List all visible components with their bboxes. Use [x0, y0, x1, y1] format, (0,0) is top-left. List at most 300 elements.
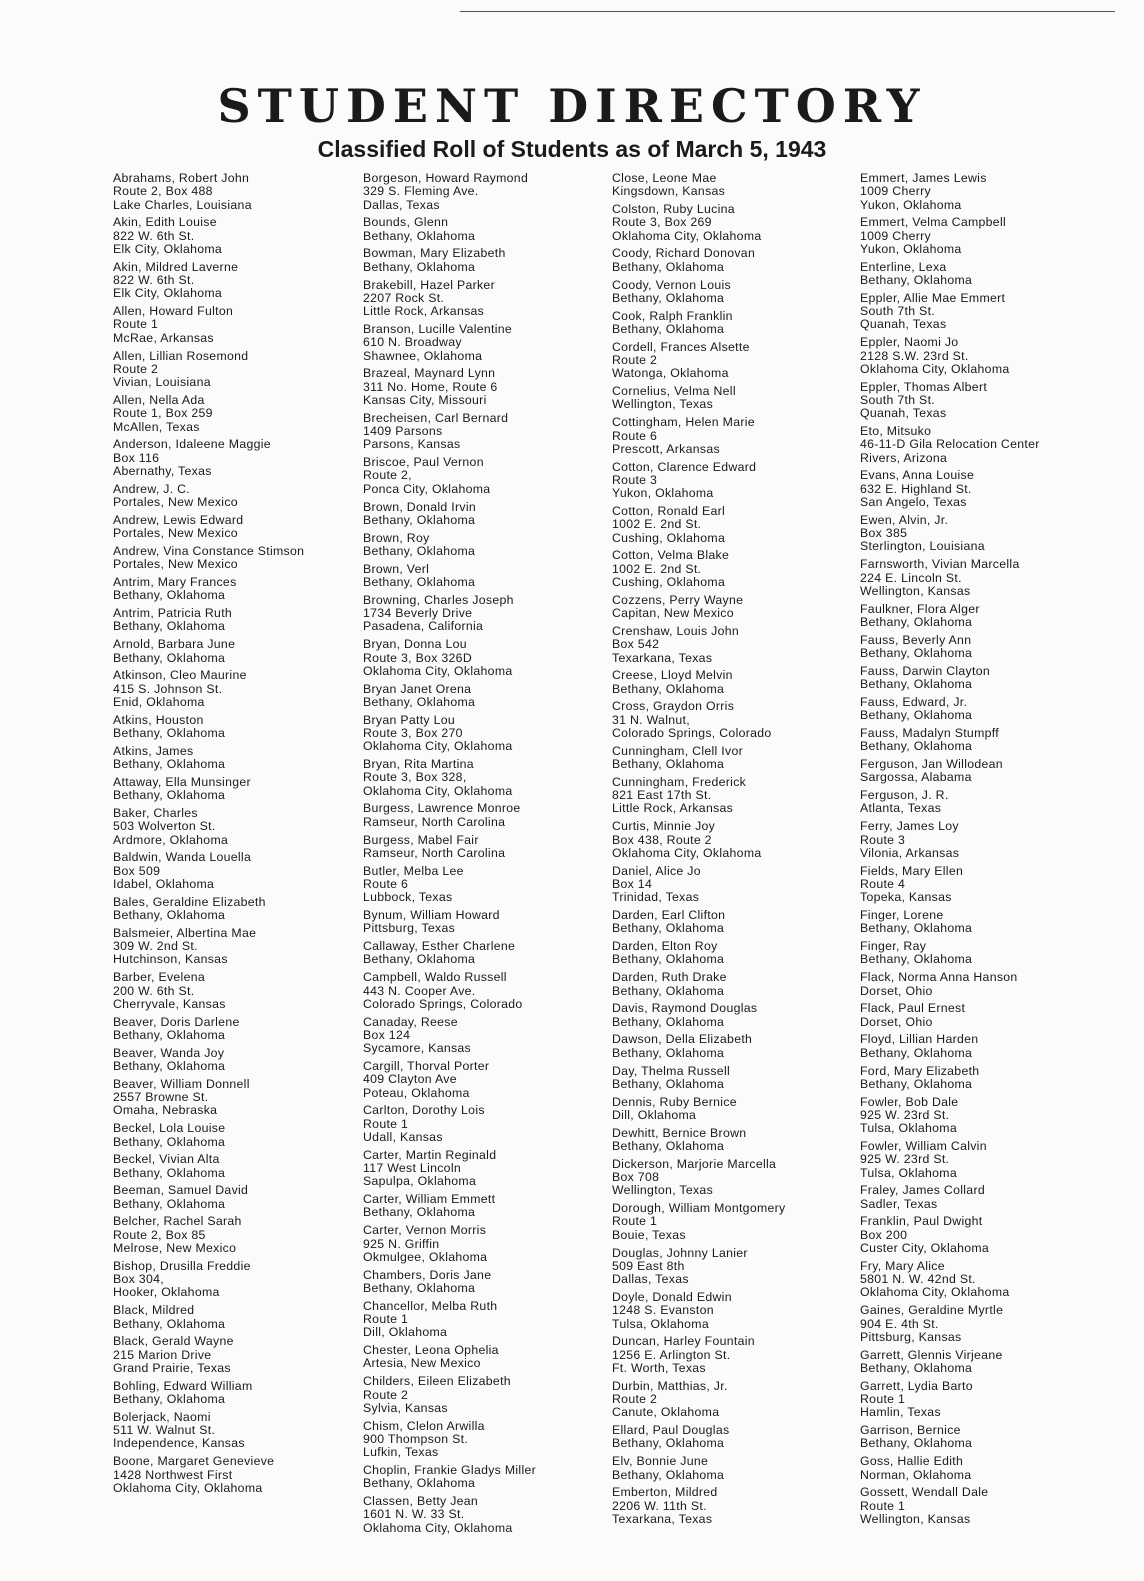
- student-address-line: Parsons, Kansas: [363, 437, 461, 452]
- student-address-line: Shawnee, Oklahoma: [363, 348, 483, 363]
- student-address-line: Tulsa, Oklahoma: [860, 1121, 957, 1136]
- student-entry: [860, 1002, 1100, 1029]
- student-entry: [860, 909, 1100, 936]
- student-name: Andrew, J. C.: [113, 481, 191, 496]
- student-name: Bryan Patty Lou: [363, 712, 455, 727]
- student-address-line: Hamlin, Texas: [860, 1405, 941, 1420]
- student-entry: [612, 416, 862, 456]
- student-name: Gaines, Geraldine Myrtle: [860, 1303, 1004, 1318]
- student-address-line: 503 Wolverton St.: [113, 819, 216, 834]
- student-entry: [363, 1193, 613, 1220]
- student-entry: [612, 385, 862, 412]
- student-address-line: Route 2, Box 85: [113, 1227, 206, 1242]
- student-entry: [860, 336, 1100, 376]
- student-entry: [363, 1464, 613, 1491]
- student-entry: [113, 807, 363, 847]
- student-entry: [363, 802, 613, 829]
- student-address-line: Artesia, New Mexico: [363, 1356, 481, 1371]
- student-entry: [860, 261, 1100, 288]
- student-name: Goss, Hallie Edith: [860, 1454, 964, 1469]
- student-entry: [113, 1122, 363, 1149]
- student-name: Bishop, Drusilla Freddie: [113, 1258, 251, 1273]
- student-address-line: Bethany, Oklahoma: [612, 921, 725, 936]
- student-address-line: Bethany, Oklahoma: [363, 1280, 476, 1295]
- student-entry: [860, 820, 1100, 860]
- student-address-line: Route 2: [113, 361, 159, 376]
- student-name: Fauss, Edward, Jr.: [860, 694, 968, 709]
- student-address-line: Route 1: [612, 1214, 658, 1229]
- student-name: Bryan, Rita Martina: [363, 757, 474, 772]
- student-address-line: Independence, Kansas: [113, 1436, 245, 1451]
- student-address-line: Rivers, Arizona: [860, 450, 948, 465]
- student-entry: [363, 172, 613, 212]
- student-address-line: Ft. Worth, Texas: [612, 1360, 706, 1375]
- student-address-line: Bethany, Oklahoma: [860, 677, 973, 692]
- student-name: Cargill, Thorval Porter: [363, 1059, 490, 1074]
- student-address-line: Bethany, Oklahoma: [113, 908, 226, 923]
- student-name: Finger, Ray: [860, 939, 927, 954]
- student-address-line: 925 W. 23rd St.: [860, 1107, 950, 1122]
- student-entry: [860, 1304, 1100, 1344]
- student-entry: [612, 940, 862, 967]
- student-name: Carter, Vernon Morris: [363, 1223, 487, 1238]
- student-address-line: Grand Prairie, Texas: [113, 1360, 231, 1375]
- student-name: Allen, Howard Fulton: [113, 304, 234, 319]
- student-entry: [860, 1096, 1100, 1136]
- student-address-line: Bethany, Oklahoma: [860, 739, 973, 754]
- student-address-line: Route 2: [612, 1392, 658, 1407]
- student-name: Burgess, Lawrence Monroe: [363, 801, 521, 816]
- student-entry: [612, 310, 862, 337]
- student-address-line: 511 W. Walnut St.: [113, 1423, 216, 1438]
- student-entry: [113, 1380, 363, 1407]
- student-entry: [860, 514, 1100, 554]
- student-address-line: Bethany, Oklahoma: [612, 952, 725, 967]
- student-entry: [113, 1153, 363, 1180]
- student-name: Brown, Roy: [363, 530, 430, 545]
- student-entry: [113, 1304, 363, 1331]
- student-entry: [612, 203, 862, 243]
- student-address-line: Cushing, Oklahoma: [612, 575, 726, 590]
- student-address-line: 215 Marion Drive: [113, 1347, 212, 1362]
- student-name: Browning, Charles Joseph: [363, 592, 514, 607]
- student-entry: [363, 1375, 613, 1415]
- student-entry: [113, 971, 363, 1011]
- student-name: Choplin, Frankie Gladys Miller: [363, 1463, 537, 1478]
- student-entry: [612, 820, 862, 860]
- student-address-line: Bethany, Oklahoma: [860, 1360, 973, 1375]
- student-name: Ford, Mary Elizabeth: [860, 1063, 980, 1078]
- student-name: Allen, Lillian Rosemond: [113, 348, 249, 363]
- student-address-line: Dill, Oklahoma: [612, 1107, 697, 1122]
- student-entry: [860, 1349, 1100, 1376]
- student-name: Carlton, Dorothy Lois: [363, 1103, 485, 1118]
- student-name: Flack, Paul Ernest: [860, 1001, 966, 1016]
- student-name: Cozzens, Perry Wayne: [612, 592, 744, 607]
- student-address-line: Route 2, Box 488: [113, 184, 213, 199]
- student-address-line: 509 East 8th: [612, 1258, 685, 1273]
- student-address-line: Bethany, Oklahoma: [612, 1076, 725, 1091]
- student-name: Baldwin, Wanda Louella: [113, 850, 252, 865]
- student-name: Canaday, Reese: [363, 1014, 458, 1029]
- student-entry: [113, 776, 363, 803]
- student-name: Butler, Melba Lee: [363, 863, 464, 878]
- student-name: Balsmeier, Albertina Mae: [113, 925, 257, 940]
- student-address-line: Canute, Oklahoma: [612, 1405, 720, 1420]
- student-address-line: Route 6: [363, 876, 409, 891]
- student-name: Cotton, Velma Blake: [612, 548, 730, 563]
- student-address-line: Elk City, Oklahoma: [113, 241, 223, 256]
- student-entry: [860, 1486, 1100, 1526]
- student-entry: [860, 696, 1100, 723]
- student-address-line: 415 S. Johnson St.: [113, 681, 223, 696]
- student-entry: [363, 1149, 613, 1189]
- student-name: Dorough, William Montgomery: [612, 1201, 786, 1216]
- student-name: Bohling, Edward William: [113, 1378, 253, 1393]
- student-entry: [860, 1215, 1100, 1255]
- student-entry: [113, 394, 363, 434]
- student-address-line: Wellington, Kansas: [860, 1511, 971, 1526]
- student-name: Beeman, Samuel David: [113, 1183, 249, 1198]
- student-address-line: 224 E. Lincoln St.: [860, 570, 962, 585]
- student-address-line: Bethany, Oklahoma: [612, 983, 725, 998]
- student-address-line: Udall, Kansas: [363, 1130, 443, 1144]
- directory-column-1: [113, 172, 363, 1500]
- student-entry: [363, 247, 613, 274]
- student-entry: [113, 1215, 363, 1255]
- student-name: Darden, Ruth Drake: [612, 970, 727, 985]
- student-address-line: Route 3, Box 328,: [363, 770, 467, 785]
- student-name: Anderson, Idaleene Maggie: [113, 437, 271, 452]
- student-address-line: 2128 S.W. 23rd St.: [860, 348, 969, 363]
- student-address-line: Bethany, Oklahoma: [363, 575, 476, 590]
- student-address-line: Bethany, Oklahoma: [363, 543, 476, 558]
- student-address-line: Box 509: [113, 863, 161, 878]
- student-address-line: 1734 Beverly Drive: [363, 606, 473, 621]
- student-address-line: Route 3: [612, 472, 658, 487]
- student-name: Bryan, Donna Lou: [363, 637, 467, 652]
- student-entry: [113, 1184, 363, 1211]
- student-address-line: Route 1: [363, 1116, 409, 1131]
- student-entry: [363, 532, 613, 559]
- student-name: Akin, Edith Louise: [113, 215, 217, 230]
- student-address-line: Bethany, Oklahoma: [860, 614, 973, 629]
- student-address-line: Oklahoma City, Oklahoma: [860, 1285, 1010, 1300]
- student-address-line: South 7th St.: [860, 392, 935, 407]
- student-entry: [612, 971, 862, 998]
- student-address-line: Bethany, Oklahoma: [860, 1076, 973, 1091]
- student-address-line: Bethany, Oklahoma: [363, 512, 476, 527]
- student-address-line: Route 3: [860, 832, 906, 847]
- student-name: Eppler, Thomas Albert: [860, 379, 988, 394]
- student-address-line: 2207 Rock St.: [363, 290, 445, 305]
- student-entry: [113, 669, 363, 709]
- student-address-line: McRae, Arkansas: [113, 330, 214, 345]
- student-address-line: Bethany, Oklahoma: [860, 952, 973, 967]
- student-entry: [860, 971, 1100, 998]
- student-address-line: Bethany, Oklahoma: [113, 757, 226, 772]
- student-address-line: Box 708: [612, 1170, 660, 1185]
- student-entry: [113, 638, 363, 665]
- student-name: Fowler, William Calvin: [860, 1139, 987, 1153]
- student-name: Bales, Geraldine Elizabeth: [113, 894, 266, 909]
- student-name: Classen, Betty Jean: [363, 1494, 479, 1509]
- student-address-line: Bethany, Oklahoma: [612, 1436, 725, 1451]
- student-address-line: Bethany, Oklahoma: [860, 273, 973, 288]
- student-name: Akin, Mildred Laverne: [113, 259, 239, 274]
- student-address-line: Oklahoma City, Oklahoma: [612, 845, 762, 860]
- student-name: Baker, Charles: [113, 805, 198, 820]
- student-entry: [113, 1411, 363, 1451]
- student-address-line: Box 304,: [113, 1272, 164, 1287]
- student-address-line: Bethany, Oklahoma: [860, 708, 973, 723]
- student-address-line: 1256 E. Arlington St.: [612, 1347, 731, 1362]
- student-address-line: Dallas, Texas: [363, 197, 440, 212]
- student-address-line: Little Rock, Arkansas: [363, 304, 485, 319]
- student-address-line: Lufkin, Texas: [363, 1445, 439, 1460]
- student-address-line: Bethany, Oklahoma: [612, 259, 725, 274]
- student-name: Bryan Janet Orena: [363, 681, 472, 696]
- student-address-line: Bethany, Oklahoma: [363, 952, 476, 967]
- student-name: Chester, Leona Ophelia: [363, 1343, 499, 1358]
- student-address-line: Oklahoma City, Oklahoma: [363, 663, 513, 678]
- student-entry: [113, 1078, 363, 1118]
- student-address-line: 1248 S. Evanston: [612, 1303, 714, 1318]
- student-address-line: Texarkana, Texas: [612, 650, 713, 665]
- student-entry: [363, 1300, 613, 1340]
- student-address-line: Abernathy, Texas: [113, 463, 212, 478]
- student-entry: [860, 558, 1100, 598]
- student-address-line: Bethany, Oklahoma: [363, 1476, 476, 1491]
- student-address-line: Oklahoma City, Oklahoma: [363, 1520, 513, 1535]
- student-entry: [363, 1104, 613, 1144]
- student-address-line: Oklahoma City, Oklahoma: [363, 783, 513, 798]
- directory-column-4: [860, 172, 1100, 1531]
- student-name: Cunningham, Frederick: [612, 774, 747, 789]
- student-name: Carter, William Emmett: [363, 1192, 496, 1207]
- student-name: Bounds, Glenn: [363, 215, 449, 230]
- student-address-line: Kansas City, Missouri: [363, 392, 487, 407]
- student-name: Barber, Evelena: [113, 970, 206, 985]
- student-address-line: Bethany, Oklahoma: [612, 321, 725, 336]
- student-name: Belcher, Rachel Sarah: [113, 1214, 242, 1229]
- student-name: Enterline, Lexa: [860, 259, 947, 274]
- student-address-line: Route 1: [363, 1312, 409, 1327]
- student-address-line: Ponca City, Oklahoma: [363, 481, 491, 496]
- student-name: Ferguson, J. R.: [860, 788, 949, 803]
- student-entry: [612, 1158, 862, 1198]
- student-address-line: Elk City, Oklahoma: [113, 286, 223, 301]
- student-address-line: 5801 N. W. 42nd St.: [860, 1272, 976, 1287]
- student-address-line: 925 N. Griffin: [363, 1236, 440, 1251]
- student-entry: [612, 247, 862, 274]
- student-address-line: Dorset, Ohio: [860, 983, 933, 998]
- directory-column-3: [612, 172, 862, 1531]
- student-name: Cotton, Ronald Earl: [612, 504, 726, 519]
- student-entry: [363, 971, 613, 1011]
- student-name: Curtis, Minnie Joy: [612, 819, 716, 834]
- student-entry: [363, 714, 613, 754]
- student-entry: [363, 563, 613, 590]
- student-address-line: Route 1, Box 259: [113, 406, 213, 421]
- student-address-line: Route 2,: [363, 468, 412, 483]
- student-address-line: Bouie, Texas: [612, 1227, 686, 1242]
- student-name: Fauss, Beverly Ann: [860, 632, 972, 647]
- student-address-line: Dallas, Texas: [612, 1272, 689, 1287]
- student-address-line: Okmulgee, Oklahoma: [363, 1249, 488, 1264]
- student-entry: [113, 483, 363, 510]
- student-address-line: Cushing, Oklahoma: [612, 530, 726, 545]
- student-address-line: Bethany, Oklahoma: [113, 1196, 226, 1211]
- student-name: Darden, Elton Roy: [612, 939, 718, 954]
- student-entry: [860, 865, 1100, 905]
- student-name: Branson, Lucille Valentine: [363, 321, 513, 336]
- student-name: Cornelius, Velma Nell: [612, 384, 736, 399]
- student-address-line: Oklahoma City, Oklahoma: [113, 1480, 263, 1495]
- student-address-line: Tulsa, Oklahoma: [612, 1316, 709, 1331]
- student-entry: [363, 1224, 613, 1264]
- student-address-line: 311 No. Home, Route 6: [363, 379, 498, 394]
- student-address-line: Box 14: [612, 876, 653, 891]
- student-address-line: Atlanta, Texas: [860, 801, 942, 816]
- student-address-line: Tulsa, Oklahoma: [860, 1165, 957, 1180]
- student-address-line: Bethany, Oklahoma: [113, 725, 226, 740]
- student-name: Bynum, William Howard: [363, 908, 500, 923]
- directory-column-2: [363, 172, 613, 1540]
- student-entry: [113, 927, 363, 967]
- student-entry: [363, 1269, 613, 1296]
- student-address-line: Custer City, Oklahoma: [860, 1241, 990, 1256]
- student-address-line: Bethany, Oklahoma: [860, 921, 973, 936]
- student-address-line: Bethany, Oklahoma: [363, 259, 476, 274]
- student-address-line: Ardmore, Oklahoma: [113, 832, 229, 847]
- student-entry: [860, 789, 1100, 816]
- student-name: Flack, Norma Anna Hanson: [860, 970, 1018, 985]
- student-name: Cordell, Frances Alsette: [612, 339, 750, 354]
- student-name: Day, Thelma Russell: [612, 1063, 731, 1078]
- student-name: Childers, Eileen Elizabeth: [363, 1374, 511, 1389]
- student-address-line: Vivian, Louisiana: [113, 375, 211, 390]
- student-address-line: Route 1: [860, 1392, 906, 1407]
- student-address-line: Bethany, Oklahoma: [113, 1027, 226, 1042]
- student-entry: [860, 1033, 1100, 1060]
- student-entry: [363, 323, 613, 363]
- student-address-line: Sterlington, Louisiana: [860, 539, 985, 554]
- student-address-line: Wellington, Texas: [612, 1183, 714, 1198]
- student-name: Beaver, Doris Darlene: [113, 1014, 240, 1029]
- student-name: Bolerjack, Naomi: [113, 1409, 211, 1424]
- student-entry: [113, 714, 363, 741]
- student-entry: [363, 683, 613, 710]
- student-entry: [612, 1096, 862, 1123]
- student-entry: [363, 638, 613, 678]
- student-address-line: Hutchinson, Kansas: [113, 952, 228, 967]
- student-entry: [860, 469, 1100, 509]
- student-address-line: Yukon, Oklahoma: [860, 241, 962, 256]
- student-address-line: Bethany, Oklahoma: [113, 619, 226, 634]
- student-address-line: 1428 Northwest First: [113, 1467, 233, 1482]
- student-entry: [113, 545, 363, 572]
- student-name: Dewhitt, Bernice Brown: [612, 1125, 747, 1140]
- student-entry: [612, 909, 862, 936]
- student-address-line: Colorado Springs, Colorado: [612, 725, 772, 740]
- student-address-line: 1601 N. W. 33 St.: [363, 1507, 465, 1522]
- student-address-line: Route 2: [363, 1387, 409, 1402]
- student-entry: [612, 1065, 862, 1092]
- student-address-line: San Angelo, Texas: [860, 495, 967, 510]
- student-address-line: 904 E. 4th St.: [860, 1316, 939, 1331]
- student-name: Emmert, James Lewis: [860, 171, 987, 185]
- student-address-line: Bethany, Oklahoma: [113, 650, 226, 665]
- student-entry: [363, 834, 613, 861]
- student-address-line: Sadler, Texas: [860, 1196, 938, 1211]
- student-name: Cotton, Clarence Edward: [612, 459, 757, 474]
- student-name: Fields, Mary Ellen: [860, 863, 964, 878]
- student-entry: [113, 1047, 363, 1074]
- student-entry: [860, 292, 1100, 332]
- student-address-line: Melrose, New Mexico: [113, 1241, 237, 1256]
- student-name: Farnsworth, Vivian Marcella: [860, 557, 1020, 572]
- student-address-line: Prescott, Arkansas: [612, 441, 720, 456]
- student-name: Coody, Vernon Louis: [612, 277, 731, 292]
- student-name: Beckel, Vivian Alta: [113, 1152, 220, 1167]
- student-name: Briscoe, Paul Vernon: [363, 455, 484, 470]
- student-name: Borgeson, Howard Raymond: [363, 171, 529, 185]
- student-address-line: Topeka, Kansas: [860, 890, 952, 905]
- student-address-line: 610 N. Broadway: [363, 335, 462, 350]
- student-address-line: Bethany, Oklahoma: [612, 290, 725, 305]
- student-name: Colston, Ruby Lucina: [612, 202, 735, 217]
- student-name: Creese, Lloyd Melvin: [612, 668, 733, 683]
- student-address-line: Portales, New Mexico: [113, 557, 238, 572]
- student-name: Garrett, Lydia Barto: [860, 1378, 973, 1393]
- student-name: Ellard, Paul Douglas: [612, 1423, 730, 1438]
- student-address-line: Pittsburg, Kansas: [860, 1329, 962, 1344]
- student-entry: [612, 1424, 862, 1451]
- student-entry: [860, 216, 1100, 256]
- student-name: Cook, Ralph Franklin: [612, 308, 733, 323]
- student-address-line: Route 4: [860, 876, 906, 891]
- student-name: Arnold, Barbara June: [113, 637, 236, 652]
- student-entry: [113, 514, 363, 541]
- student-address-line: Pittsburg, Texas: [363, 921, 456, 936]
- student-entry: [612, 594, 862, 621]
- student-name: Cottingham, Helen Marie: [612, 415, 755, 430]
- student-name: Chancellor, Melba Ruth: [363, 1298, 498, 1313]
- student-entry: [113, 1335, 363, 1375]
- student-address-line: 46-11-D Gila Relocation Center: [860, 437, 1040, 452]
- student-address-line: Dorset, Ohio: [860, 1014, 933, 1029]
- student-entry: [860, 1065, 1100, 1092]
- student-address-line: 822 W. 6th St.: [113, 273, 195, 288]
- page-title: STUDENT DIRECTORY: [217, 79, 927, 133]
- student-name: Brecheisen, Carl Bernard: [363, 410, 509, 425]
- student-address-line: Bethany, Oklahoma: [363, 694, 476, 709]
- top-rule: [460, 11, 1115, 12]
- student-name: Crenshaw, Louis John: [612, 623, 739, 638]
- student-entry: [113, 745, 363, 772]
- student-name: Eppler, Naomi Jo: [860, 335, 959, 350]
- student-name: Brown, Donald Irvin: [363, 499, 477, 514]
- student-address-line: Watonga, Oklahoma: [612, 366, 729, 381]
- student-address-line: Vilonia, Arkansas: [860, 845, 960, 860]
- student-address-line: Bethany, Oklahoma: [113, 1316, 226, 1331]
- student-address-line: 925 W. 23rd St.: [860, 1152, 950, 1167]
- student-address-line: Bethany, Oklahoma: [113, 1134, 226, 1149]
- student-address-line: McAllen, Texas: [113, 419, 200, 434]
- student-entry: [612, 776, 862, 816]
- student-address-line: Hooker, Oklahoma: [113, 1285, 220, 1300]
